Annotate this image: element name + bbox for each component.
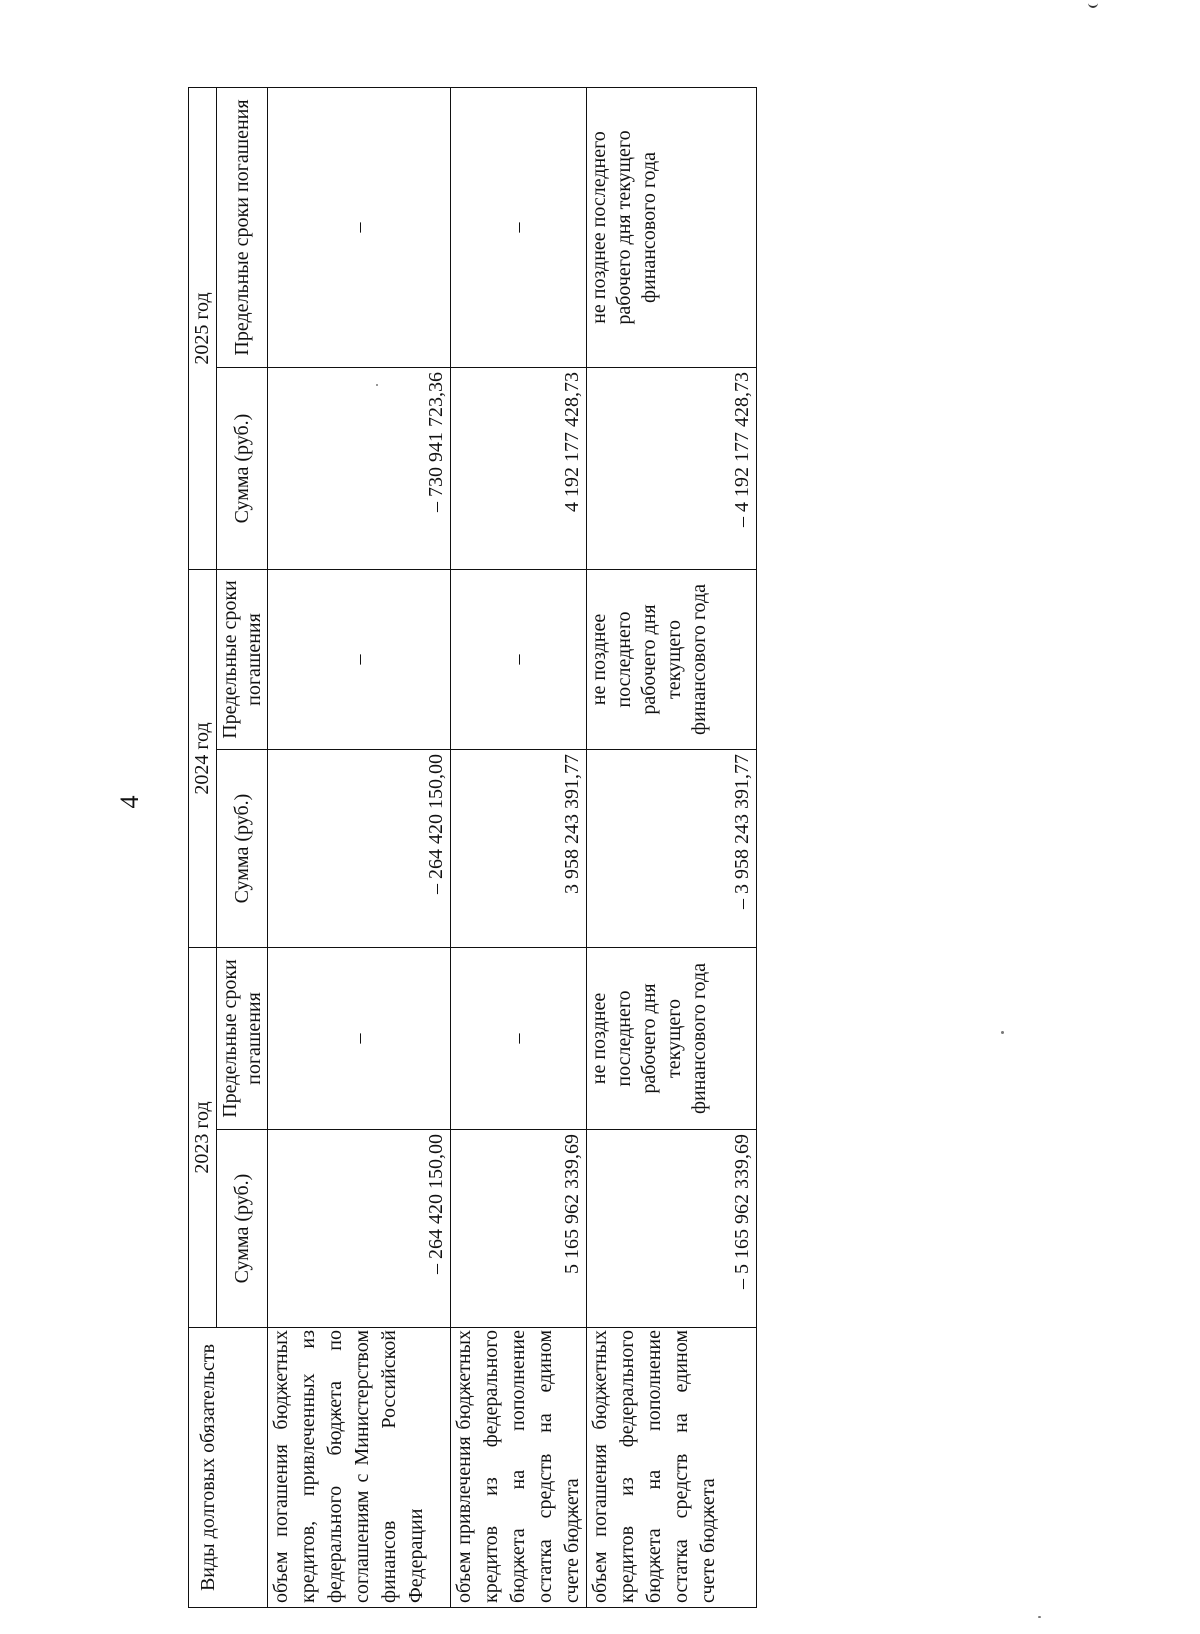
header-sum-2023: Сумма (руб.) [217,1130,268,1328]
term-2025-cell: – [268,88,451,368]
sum-2023-cell: 5 165 962 339,69 [451,1130,587,1328]
term-2023-cell: – [451,948,587,1130]
page-number: 4 [115,795,144,809]
header-term-2024: Предельные сроки погашения [217,570,268,750]
sum-2025-cell: – 730 941 723,36 [268,368,451,570]
debt-type-cell: объем погашения бюджетных кредитов, привлеченных из федерального бюджета по соглашениям с Министерством финансов Российской Федерации [268,1328,451,1608]
scan-corner-mark [1088,0,1098,8]
sum-2025-cell: 4 192 177 428,73 [451,368,587,570]
scan-speck [1038,1616,1041,1618]
debt-obligations-table [188,87,757,1608]
sum-2024-cell: – 264 420 150,00 [268,750,451,948]
sum-2024-cell: 3 958 243 391,77 [451,750,587,948]
debt-table-rotated [188,88,754,1608]
header-year-2024: 2024 год [189,570,217,948]
term-2024-cell: не позднее последнего рабочего дня текущего финансового года [587,570,757,750]
sum-2024-cell: – 3 958 243 391,77 [587,750,757,948]
header-year-2025: 2025 год [189,88,217,570]
sum-2023-cell: – 264 420 150,00 [268,1130,451,1328]
header-row-years [189,88,217,1608]
scan-speck [1001,1031,1004,1034]
term-2023-cell: не позднее последнего рабочего дня текущего финансового года [587,948,757,1130]
header-sum-2025: Сумма (руб.) [217,368,268,570]
term-2024-cell: – [268,570,451,750]
term-2023-cell: – [268,948,451,1130]
header-debt-types: Виды долговых обязательств [189,1328,268,1608]
table-row [268,88,451,1608]
header-sum-2024: Сумма (руб.) [217,750,268,948]
header-year-2023: 2023 год [189,948,217,1328]
term-2024-cell: – [451,570,587,750]
header-term-2023: Предельные сроки погашения [217,948,268,1130]
sum-2023-cell: – 5 165 962 339,69 [587,1130,757,1328]
term-2025-cell: – [451,88,587,368]
table-row [587,88,757,1608]
debt-type-cell: объем привлечения бюджетных кредитов из федерального бюджета на пополнение остатка средств на едином счете бюджета [451,1328,587,1608]
debt-type-cell: объем погашения бюджетных кредитов из федерального бюджета на пополнение остатка средств на едином счете бюджета [587,1328,757,1608]
term-2025-cell: не позднее последнего рабочего дня текущего финансового года [587,88,757,368]
sum-2025-cell: – 4 192 177 428,73 [587,368,757,570]
table-row [451,88,587,1608]
header-term-2025: Предельные сроки погашения [217,88,268,368]
